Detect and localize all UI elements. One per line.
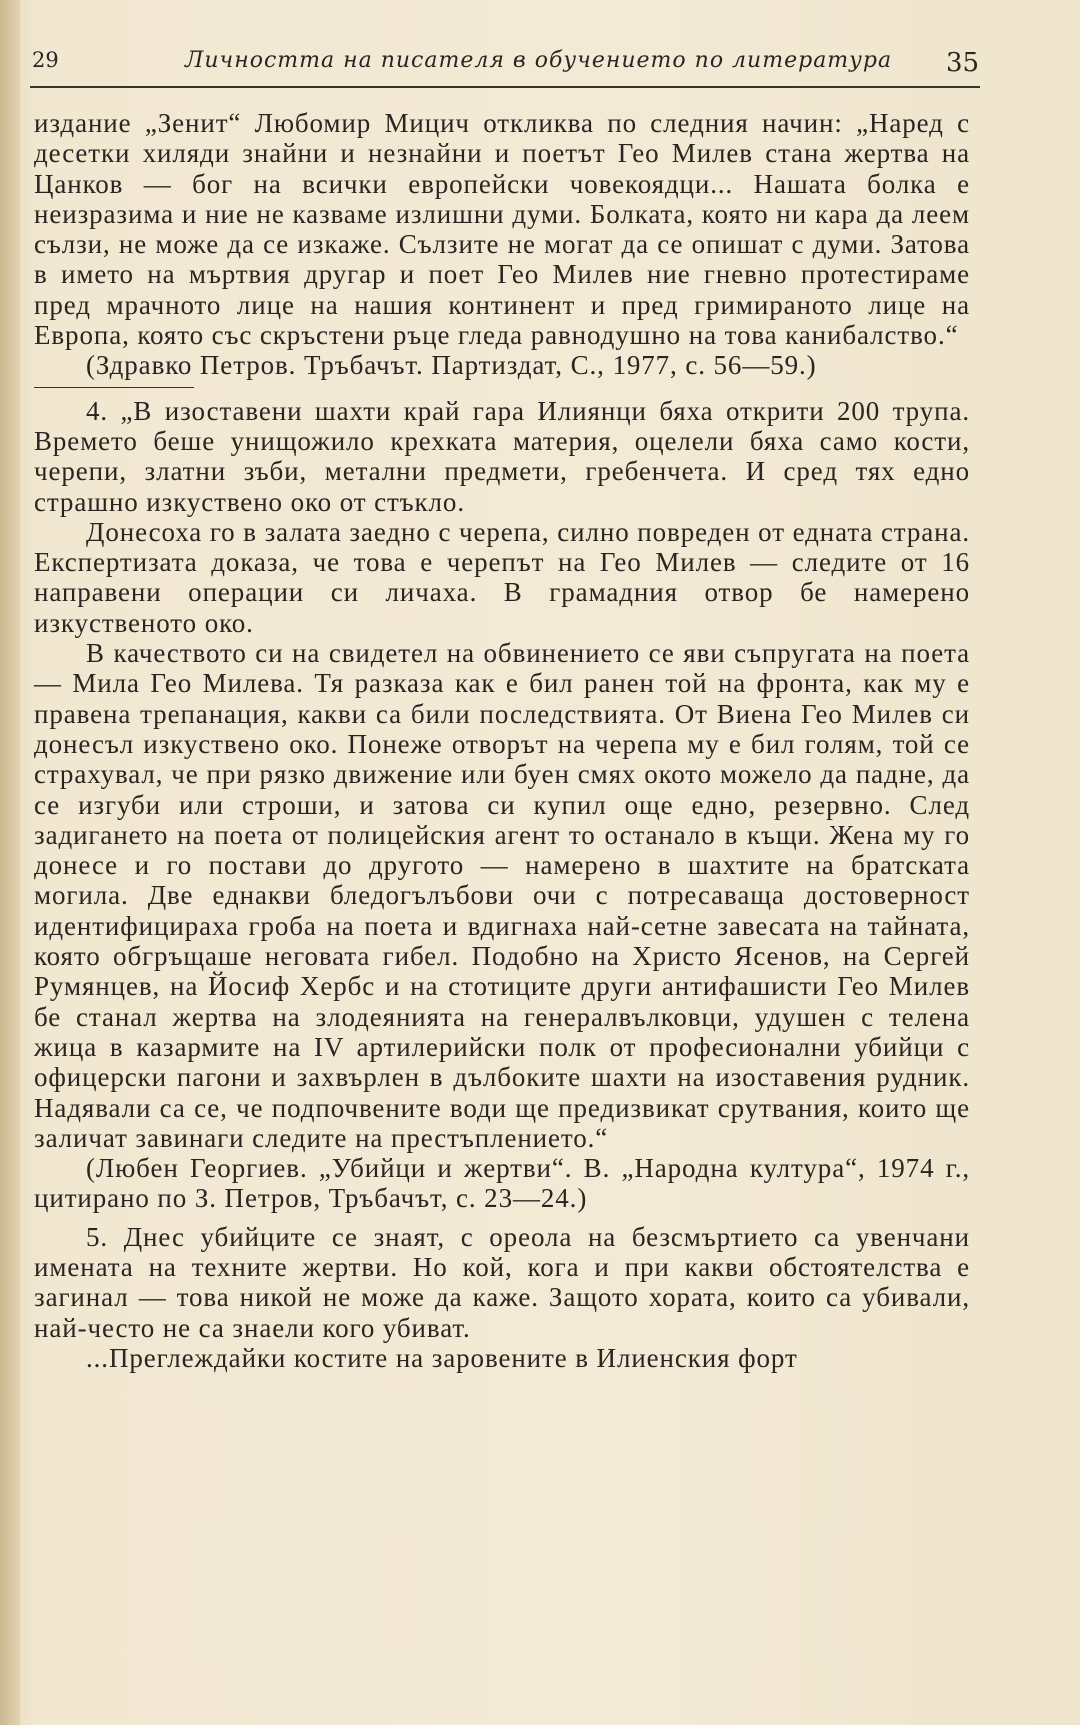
- page-number-right: 35: [946, 48, 980, 78]
- page-number-left: 29: [32, 48, 59, 72]
- paragraph-quote-continuation: издание „Зенит“ Любомир Мицич откликва по следния начин: „Наред с десетки хиляди знайни и незнайни и поетът Гео Милев стана жертва на Цанков — бог на всички европейски човекоядци... Нашата болка е неизразима и ние не казваме излишни думи. Болката, която ни кара да леем сълзи, не може да се изкаже. Сълзите не могат да се опишат с думи. Затова в името на мъртвия другар и поет Гео Милев ние гневно протестираме пред мрачното лице на нашия континент и пред гримираното лице на Европа, която със скръстени ръце гледа равнодушно на това канибалство.“: [34, 108, 970, 351]
- running-title: Личността на писателя в обучението по литература: [185, 48, 893, 73]
- paragraph-witness: В качеството си на свидетел на обвинението се яви съпругата на поета — Мила Гео Милева. Тя разказа как е бил ранен той на фронта, как му е правена трепанация, какви са били последствията. От Виена Гео Милев си донесъл изкуствено око. Понеже отворът на черепа му е бил голям, той се страхувал, че при рязко движение или буен смях окото можело да падне, да се изгуби или строши, и затова си купил още едно, резервно. След задигането на поета от полицейския агент то останало в къщи. Жена му го донесе и го постави до другото — намерено в шахтите на братската могила. Две еднакви бледогълъбови очи с потресаваща достоверност идентифицираха гроба на поета и вдигнаха най-сетне завесата на тайната, която обгръщаше неговата гибел. Подобно на Христо Ясенов, на Сергей Румянцев, на Йосиф Хербс и на стотиците други антифашисти Гео Милев бе станал жертва на злодеянията на генералвълковци, удушен с телена жица в казармите на IV артилерийски полк от професионални убийци с офицерски пагони и захвърлен в дълбоките шахти на изоставения рудник. Надявали са се, че подпочвените води ще предизвикат срутвания, които ще заличат завинаги следите на престъплението.“: [34, 638, 970, 1153]
- spacer: [34, 1214, 970, 1222]
- paragraph-item-5: 5. Днес убийците се знаят, с ореола на безсмъртието са увенчани имената на техните жертви. Но кой, кога и при какви обстоятелства е загинал — това никой не може да каже. Защото хората, които са убивали, най-често не са знаели кого убиват.: [34, 1221, 970, 1343]
- paragraph-source-citation: (Здравко Петров. Тръбачът. Партиздат, С., 1977, с. 56—59.): [86, 350, 817, 381]
- paragraph-source-citation-2: (Любен Георгиев. „Убийци и жертви“. В. „Народна култура“, 1974 г., цитирано по З. Петров, Тръбачът, с. 23—24.): [34, 1153, 970, 1214]
- page-spine-edge: [0, 0, 20, 1725]
- paragraph-skull: Донесоха го в залата заедно с черепа, силно повреден от едната страна. Експертизата доказа, че това е черепът на Гео Милев — следите от 16 направени операции си личаха. В грамадния отвор бе намерено изкуственото око.: [34, 516, 970, 638]
- body-text: [34, 108, 970, 1373]
- header-rule: [30, 86, 980, 88]
- page-header: [30, 40, 980, 80]
- paragraph-item-4: 4. „В изоставени шахти край гара Илиянци бяха открити 200 трупа. Времето беше унищожило крехката материя, оцелели бяха само кости, черепи, златни зъби, метални предмети, гребенчета. И сред тях едно страшно изкуствено око от стъкло.: [34, 395, 970, 517]
- section-divider: [34, 387, 194, 388]
- paragraph-last-line: ...Преглеждайки костите на заровените в Илиенския форт: [86, 1342, 798, 1373]
